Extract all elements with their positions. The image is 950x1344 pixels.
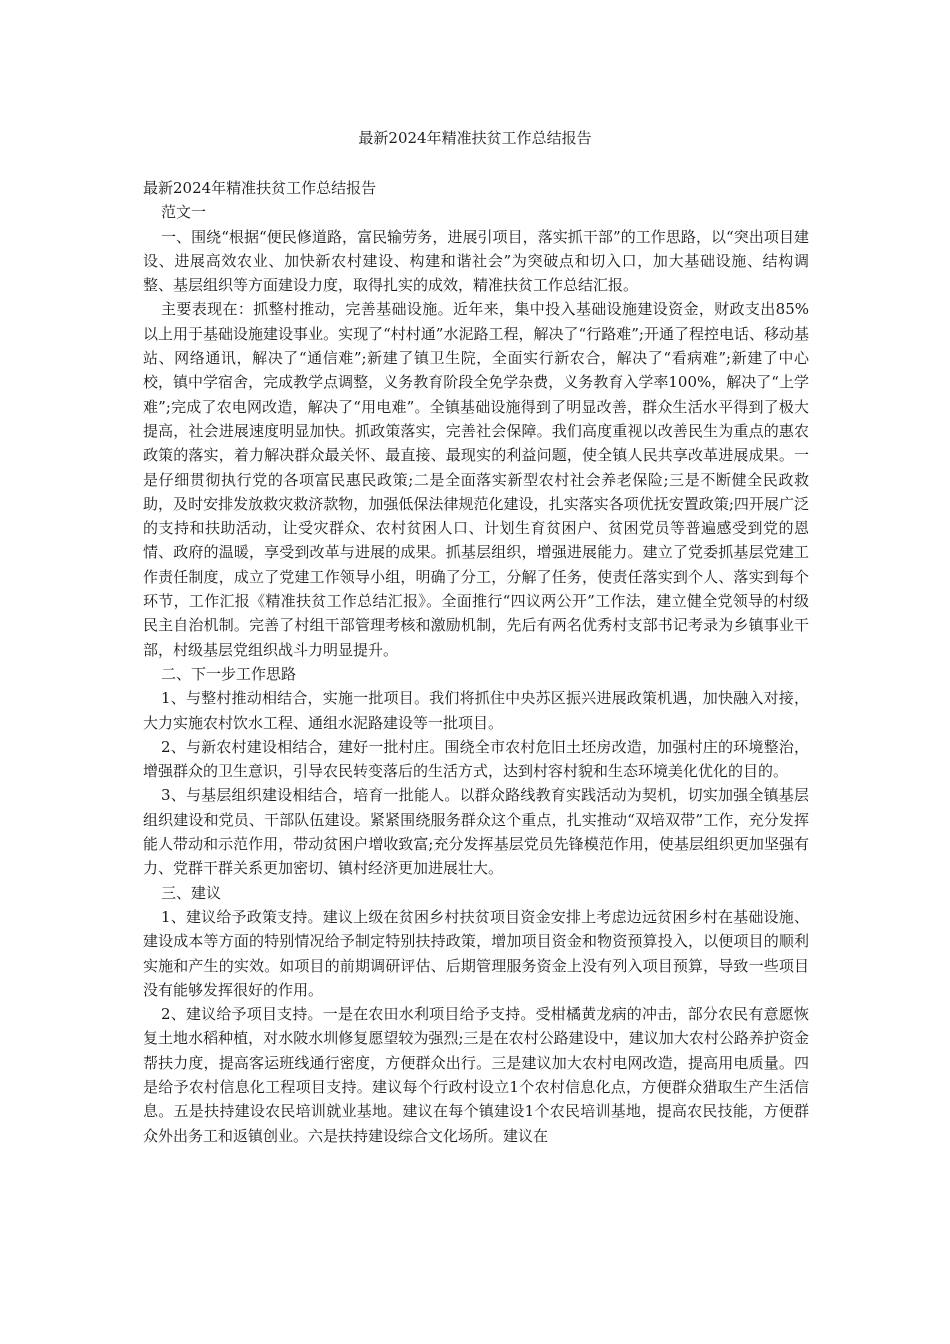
paragraph: 三、建议 xyxy=(161,883,222,902)
document-body xyxy=(143,176,809,1148)
paragraph: 二、下一步工作思路 xyxy=(161,664,297,683)
document-title: 最新2024年精准扶贫工作总结报告 xyxy=(358,129,592,147)
paragraph: 范文一 xyxy=(161,203,207,222)
paragraph: 3、与基层组织建设相结合，培育一批能人。以群众路线教育实践活动为契机，切实加强全镇基层组织建设和党员、干部队伍建设。紧紧围绕服务群众这个重点，扎实推动“双培双带”工作，充分发挥能人带动和示范作用，带动贫困户增收致富;充分发挥基层党员先锋模范作用，使基层组织更加坚强有力、党群干群关系更加密切、镇村经济更加进展壮大。 xyxy=(143,786,809,878)
paragraph: 最新2024年精准扶贫工作总结报告 xyxy=(143,179,377,197)
paragraph: 1、建议给予政策支持。建议上级在贫困乡村扶贫项目资金安排上考虑边远贫困乡村在基础设施、建设成本等方面的特别情况给予制定特别扶持政策，增加项目资金和物资预算投入，以便项目的顺利实施和产生的实效。如项目的前期调研评估、后期管理服务资金上没有列入项目预算，导致一些项目没有能够发挥很好的作用。 xyxy=(143,907,809,999)
paragraph: 1、与整村推动相结合，实施一批项目。我们将抓住中央苏区振兴进展政策机遇，加快融入对接，大力实施农村饮水工程、通组水泥路建设等一批项目。 xyxy=(143,689,809,732)
paragraph: 一、围绕“根据“便民修道路，富民输劳务，进展引项目，落实抓干部”的工作思路，以“突出项目建设、进展高效农业、加快新农村建设、构建和谐社会”为突破点和切入口，加大基础设施、结构调整、基层组织等方面建设力度，取得扎实的成效，精准扶贫工作总结汇报。 xyxy=(143,227,809,295)
paragraph: 主要表现在：抓整村推动，完善基础设施。近年来，集中投入基础设施建设资金，财政支出85%以上用于基础设施建设事业。实现了“村村通”水泥路工程，解决了“行路难”;开通了程控电话、移动基站、网络通讯，解决了“通信难”;新建了镇卫生院，全面实行新农合，解决了“看病难”;新建了中心校，镇中学宿舍，完成教学点调整，义务教育阶段全免学杂费，义务教育入学率100%，解决了“上学难”;完成了农电网改造，解决了“用电难”。全镇基础设施得到了明显改善，群众生活水平得到了极大提高，社会进展速度明显加快。抓政策落实，完善社会保障。我们高度重视以改善民生为重点的惠农政策的落实，着力解决群众最关怀、最直接、最现实的利益问题，使全镇人民共享改革进展成果。一是仔细贯彻执行党的各项富民惠民政策;二是全面落实新型农村社会养老保险;三是不断健全民政救助，及时安排发放救灾救济款物，加强低保法律规范化建设，扎实落实各项优抚安置政策;四开展广泛的支持和扶助活动，让受灾群众、农村贫困人口、计划生育贫困户、贫困党员等普遍感受到党的恩情、政府的温暖，享受到改革与进展的成果。抓基层组织，增强进展能力。建立了党委抓基层党建工作责任制度，成立了党建工作领导小组，明确了分工，分解了任务，使责任落实到个人、落实到每个环节，工作汇报《精准扶贫工作总结汇报》。全面推行“四议两公开”工作法，建立健全党领导的村级民主自治机制。完善了村组干部管理考核和激励机制，先后有两名优秀村支部书记考录为乡镇事业干部，村级基层党组织战斗力明显提升。 xyxy=(143,300,809,659)
paragraph: 2、与新农村建设相结合，建好一批村庄。围绕全市农村危旧土坯房改造，加强村庄的环境整治，增强群众的卫生意识，引导农民转变落后的生活方式，达到村容村貌和生态环境美化优化的目的。 xyxy=(143,737,809,781)
paragraph: 2、建议给予项目支持。一是在农田水利项目给予支持。受柑橘黄龙病的冲击，部分农民有意愿恢复土地水稻种植，对水陂水圳修复愿望较为强烈;三是在农村公路建设中，建议加大农村公路养护资金帮扶力度，提高客运班线通行密度，方便群众出行。三是建议加大农村电网改造，提高用电质量。四是给予农村信息化工程项目支持。建议每个行政村设立1个农村信息化点，方便群众猎取生产生活信息。五是扶持建设农民培训就业基地。建议在每个镇建设1个农民培训基地，提高农民技能，方便群众外出务工和返镇创业。六是扶持建设综合文化场所。建议在 xyxy=(143,1005,809,1145)
